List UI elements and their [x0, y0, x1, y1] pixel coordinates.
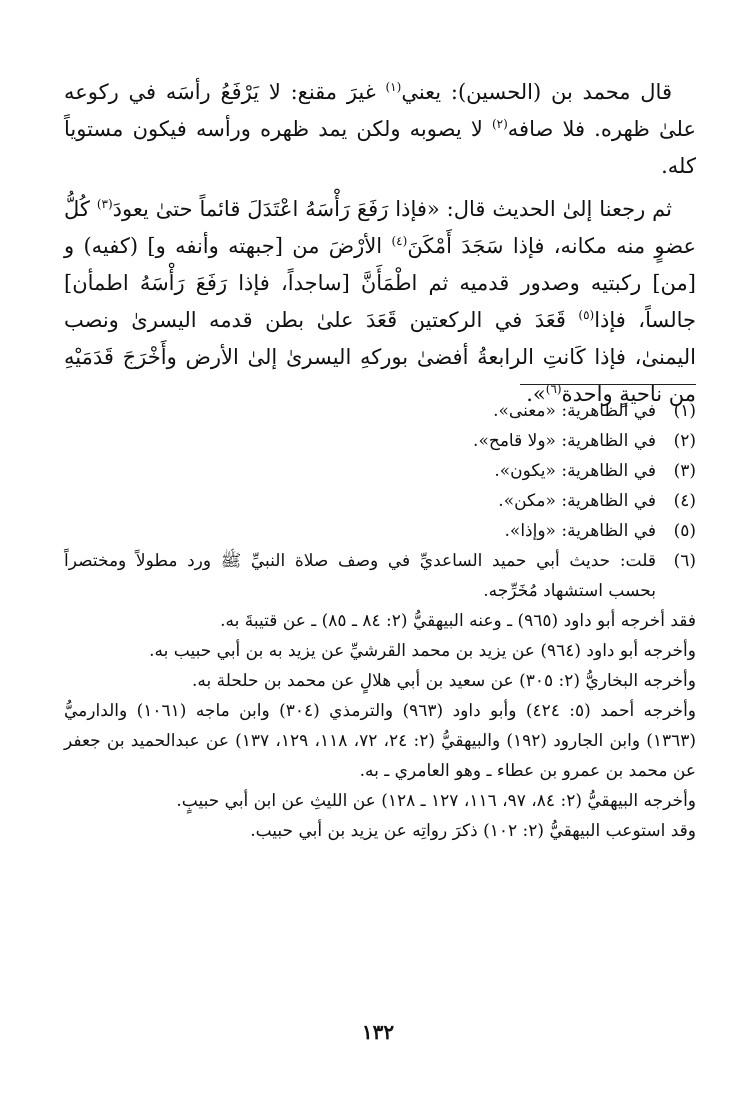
source-line: وأخرجه البخاريُّ (٢: ٣٠٥) عن سعيد بن أبي هلالٍ عن محمد بن حلحلة به. [192, 671, 696, 691]
footnote-separator [520, 384, 696, 385]
footnote-text: قلت: حديث أبي حميد الساعديِّ في وصف صلاة النبيِّ ﷺ ورد مطولاً ومختصراً بحسب استشهاد مُخَرِّجه. [64, 551, 656, 601]
text-run: ». [526, 382, 546, 406]
source-line: فقد أخرجه أبو داود (٩٦٥) ـ وعنه البيهقيُّ (٢: ٨٤ ـ ٨٥) ـ عن قتيبةَ به. [220, 611, 696, 631]
text-run: الأرْضَ من [جبهته وأنفه و] (كفيه) و [من] ركبتيه وصدور قدميه ثم اطْمَأَنَّ [ساجداً، فإذا رَفَعَ رَأْسَهُ اطمأن] جالساً، فإذا [64, 234, 696, 332]
source-line: وقد استوعب البيهقيُّ (٢: ١٠٢) ذكرَ رواتِه عن يزيد بن أبي حبيب. [250, 821, 696, 841]
text-run: قَعَدَ في الركعتين قَعَدَ علىٰ بطن قدمه اليسرىٰ ونصب اليمنىٰ، فإذا كَانتِ الرابعةُ أفضىٰ بوركهِ اليسرىٰ إلىٰ الأرض وأَخْرَجَ قَدَمَيْهِ من ناحيةٍ واحدة [64, 308, 696, 406]
footnote-ref-6[interactable]: (٦) [545, 382, 562, 396]
footnote-text: في الظاهرية: «معنى». [493, 401, 656, 421]
main-paragraph-1 [64, 74, 696, 185]
source-line: وأخرجه أحمد (٥: ٤٢٤) وأبو داود (٩٦٣) والترمذي (٣٠٤) وابن ماجه (١٠٦١) والدارميُّ (١٣٦٣) وابن الجارود (١٩٢) والبيهقيُّ (٢: ٢٤، ٧٢، ١١٨، ١٢٩، ١٣٧) عن عبدالحميد بن جعفر عن محمد بن عمرو بن عطاء ـ وهو العامري ـ به. [64, 701, 697, 781]
footnote-number: (٤) [673, 491, 696, 511]
page-number: ١٣٢ [361, 1020, 395, 1044]
main-paragraph-2 [64, 191, 696, 413]
text-run: ثم رجعنا إلىٰ الحديث قال: «فإذا رَفَعَ رَأْسَهُ اعْتَدَلَ قائماً حتىٰ يعودَ [112, 197, 673, 221]
footnote-text: في الظاهرية: «مكن». [498, 491, 656, 511]
footnote-number: (٦) [673, 551, 696, 571]
footnote-number: (٣) [673, 461, 696, 481]
source-line: وأخرجه أبو داود (٩٦٤) عن يزيد بن محمد القرشيِّ عن يزيد به بن أبي حبيب به. [149, 641, 696, 661]
main-text [64, 74, 696, 413]
footnote-item [64, 546, 696, 606]
footnote-item [64, 516, 696, 546]
footnote-text: في الظاهرية: «ولا قامح». [473, 431, 656, 451]
footnotes-section [64, 396, 696, 846]
footnote-number: (٥) [673, 521, 696, 541]
footnote-item [64, 426, 696, 456]
footnote-text: في الظاهرية: «يكون». [494, 461, 656, 481]
footnote-item [64, 486, 696, 516]
page-body [64, 74, 697, 841]
footnote-text: في الظاهرية: «وإذا». [504, 521, 656, 541]
footnote-item [64, 456, 696, 486]
footnote-ref-4[interactable]: (٤) [391, 234, 408, 248]
footnote-ref-1[interactable]: (١) [385, 80, 402, 94]
footnote-ref-2[interactable]: (٢) [491, 117, 508, 131]
text-run: كُلُّ عضوٍ منه مكانه، فإذا سَجَدَ أَمْكَنَ [64, 197, 696, 258]
text-run: لا يصوبه ولكن يمد ظهره ورأسه فيكون مستوياً كله. [64, 117, 696, 178]
text-run: غيرَ مقنع: لا يَرْفَعُ رأسَه في ركوعه علىٰ ظهره. فلا صافه [64, 80, 696, 141]
footnote-number: (٢) [673, 431, 696, 451]
source-line: وأخرجه البيهقيُّ (٢: ٨٤، ٩٧، ١١٦، ١٢٧ ـ ١٢٨) عن الليثِ عن ابن أبي حبيبٍ. [176, 791, 696, 811]
footnote-item [64, 396, 696, 426]
text-run: قال محمد بن (الحسين): يعني [401, 80, 672, 104]
footnote-ref-5[interactable]: (٥) [578, 308, 595, 322]
footnote-number: (١) [673, 401, 696, 421]
takhrij-sources [64, 606, 696, 846]
footnote-ref-3[interactable]: (٣) [96, 197, 113, 211]
